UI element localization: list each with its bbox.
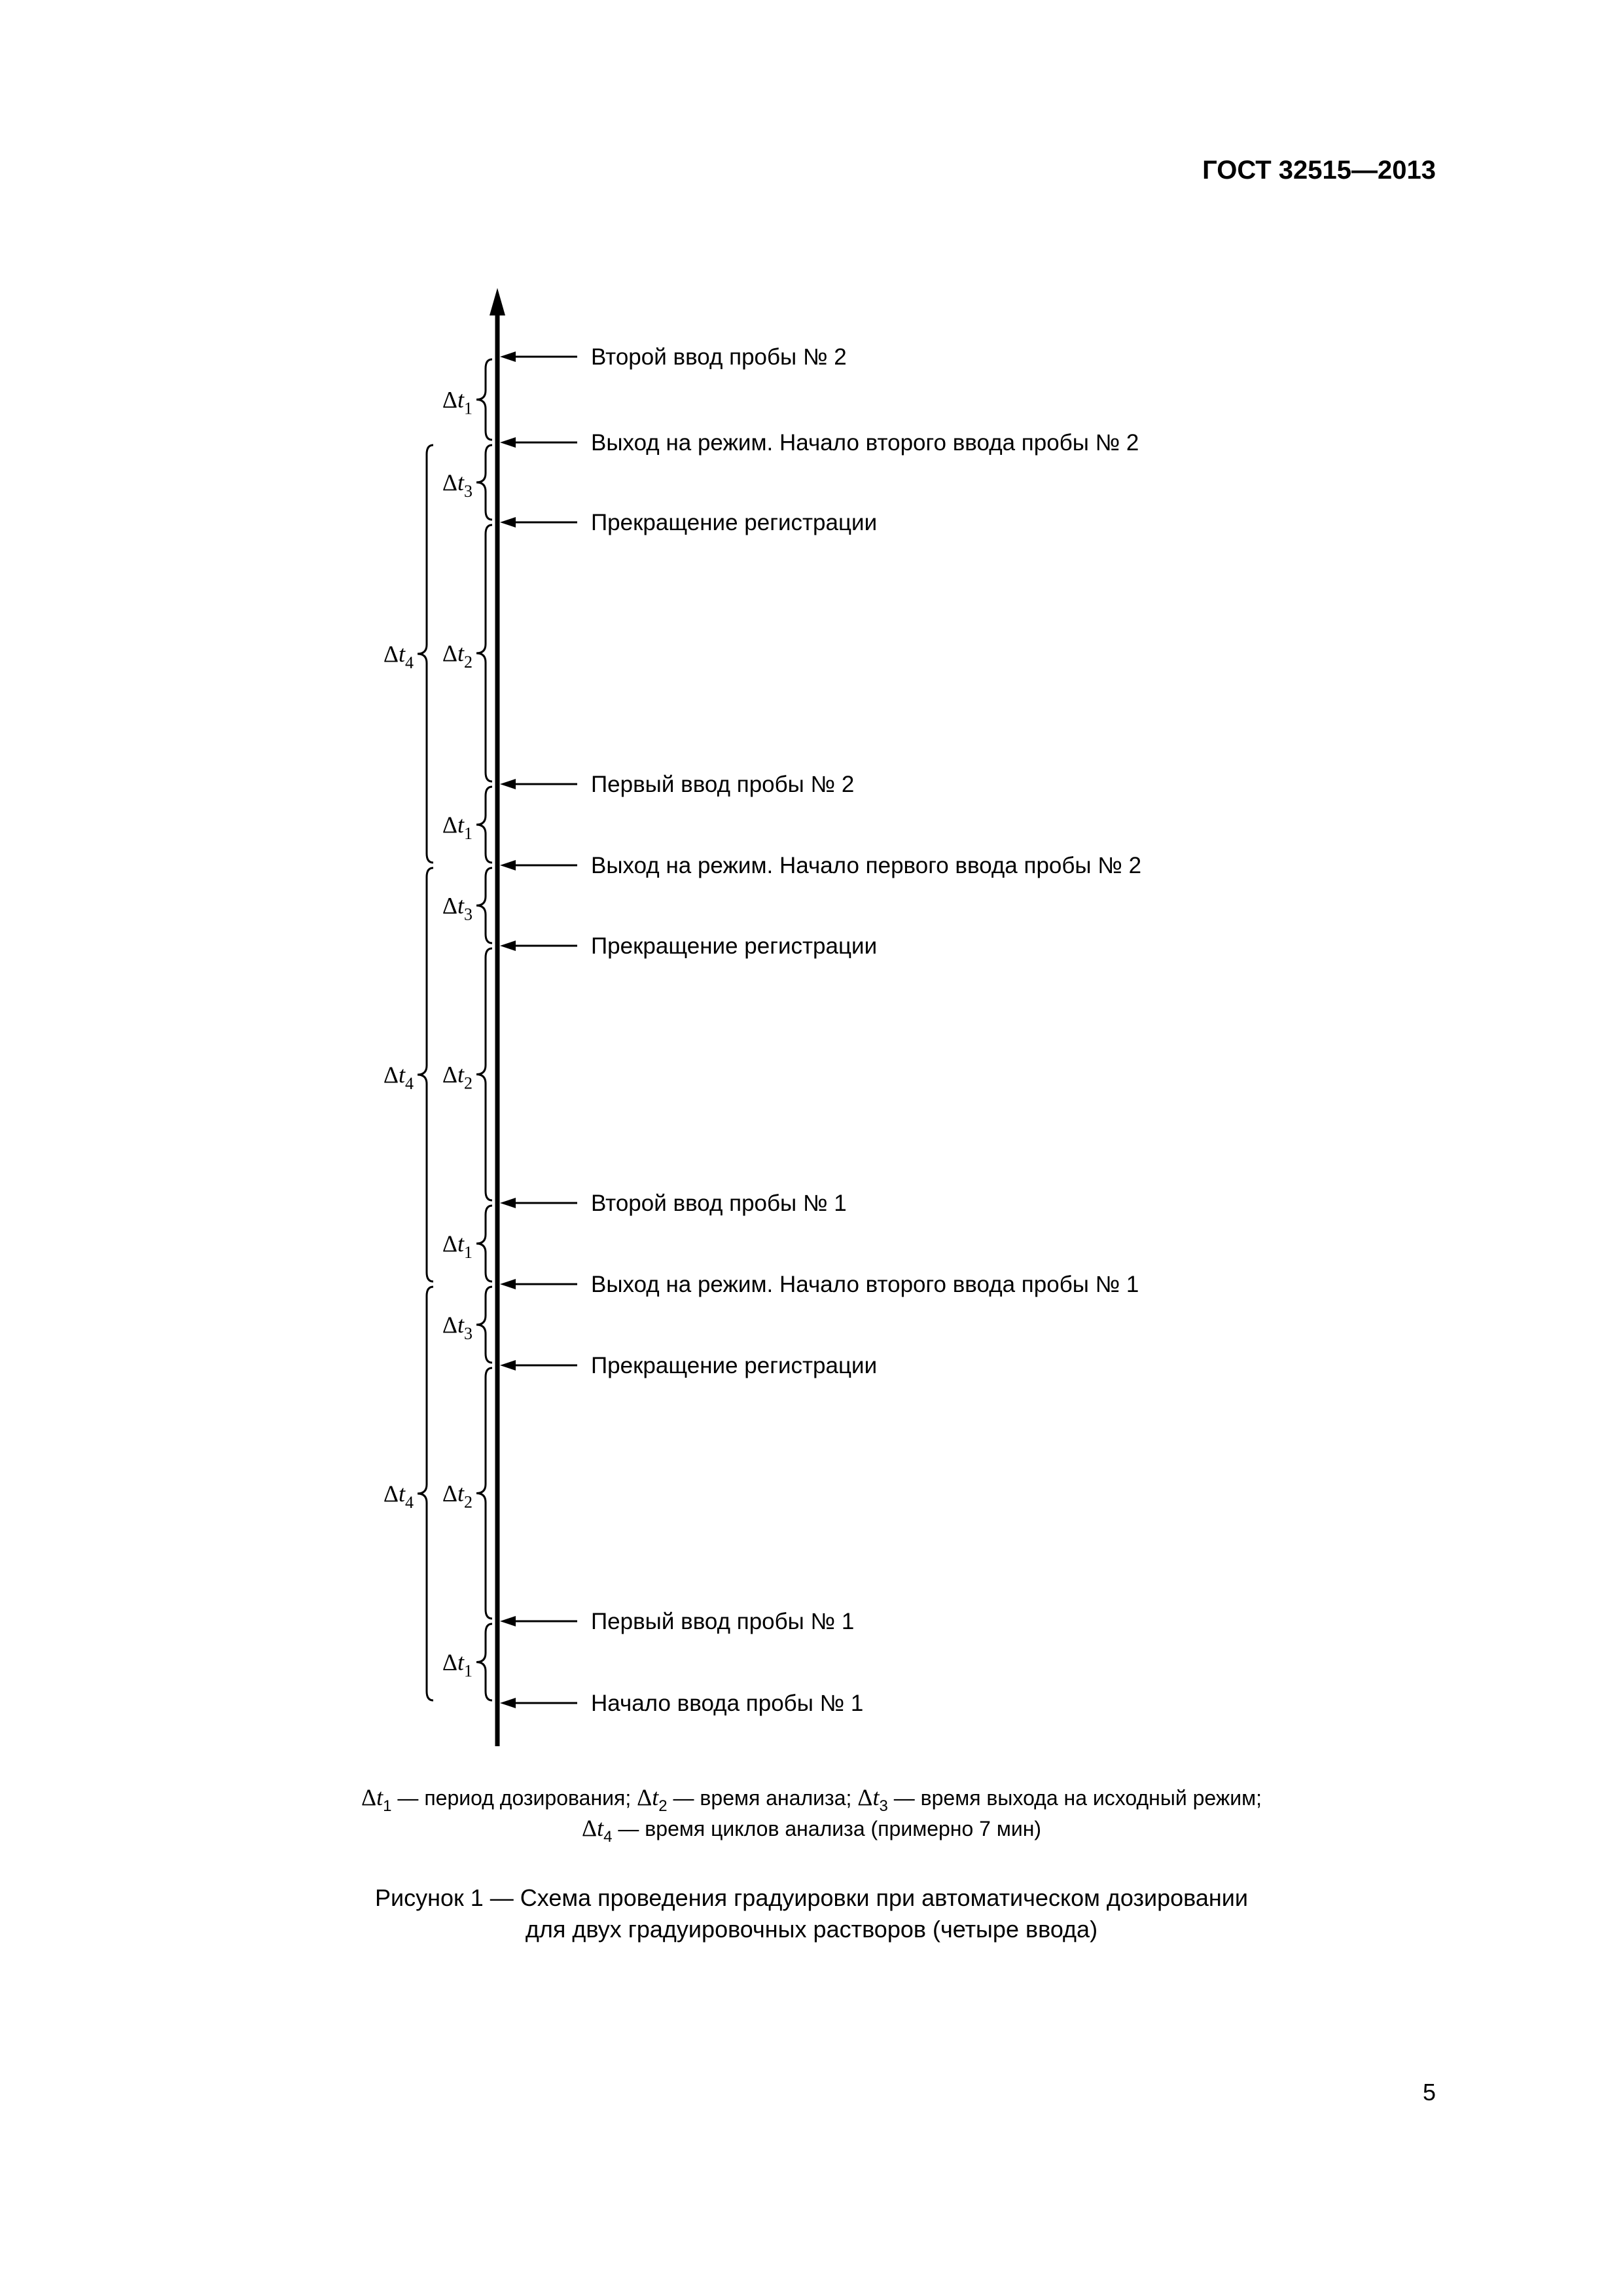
event-arrowhead bbox=[500, 1360, 516, 1371]
event-marker bbox=[500, 1191, 847, 1216]
curly-brace bbox=[476, 525, 492, 781]
event-arrowhead bbox=[500, 437, 516, 448]
outer-interval-brace bbox=[383, 868, 433, 1282]
curly-brace bbox=[476, 445, 492, 520]
figure-caption-line-1: Рисунок 1 — Схема проведения градуировки при автоматическом дозировании bbox=[374, 1884, 1248, 1911]
event-marker bbox=[500, 430, 1139, 456]
event-marker bbox=[500, 933, 877, 959]
event-arrowhead bbox=[500, 860, 516, 870]
event-label: Первый ввод пробы № 1 bbox=[591, 1609, 855, 1634]
curly-brace bbox=[476, 1287, 492, 1363]
event-label: Второй ввод пробы № 1 bbox=[591, 1191, 847, 1216]
inner-interval-brace bbox=[442, 1368, 492, 1619]
inner-interval-brace bbox=[442, 445, 492, 520]
curly-brace bbox=[418, 868, 433, 1282]
curly-brace bbox=[476, 868, 492, 943]
inner-interval-brace bbox=[442, 868, 492, 943]
delta-label: $\Delta t_1$ bbox=[442, 1649, 473, 1681]
event-label: Выход на режим. Начало первого ввода пробы № 2 bbox=[591, 853, 1142, 878]
event-marker bbox=[500, 510, 877, 535]
inner-interval-brace bbox=[442, 1624, 492, 1700]
interval-braces bbox=[383, 359, 492, 1700]
event-arrowhead bbox=[500, 941, 516, 951]
event-label: Выход на режим. Начало второго ввода пробы № 1 bbox=[591, 1272, 1139, 1297]
delta-label: $\Delta t_2$ bbox=[442, 640, 473, 672]
event-arrowhead bbox=[500, 779, 516, 789]
event-label: Второй ввод пробы № 2 bbox=[591, 344, 847, 370]
inner-interval-brace bbox=[442, 1287, 492, 1363]
event-arrowhead bbox=[500, 1198, 516, 1208]
delta-label: $\Delta t_4$ bbox=[383, 641, 414, 672]
event-marker bbox=[500, 344, 847, 370]
event-label: Первый ввод пробы № 2 bbox=[591, 772, 855, 797]
page-number: 5 bbox=[1422, 2079, 1436, 2106]
legend-line-2: $\Delta t_4$ — время циклов анализа (примерно 7 мин) bbox=[581, 1815, 1042, 1846]
delta-label: $\Delta t_1$ bbox=[442, 812, 473, 843]
delta-label: $\Delta t_3$ bbox=[442, 469, 473, 501]
curly-brace bbox=[476, 1206, 492, 1282]
curly-brace bbox=[418, 445, 433, 863]
curly-brace bbox=[476, 948, 492, 1200]
inner-interval-brace bbox=[442, 1206, 492, 1282]
inner-interval-brace bbox=[442, 525, 492, 781]
time-axis-arrowhead bbox=[490, 288, 505, 315]
curly-brace bbox=[476, 1368, 492, 1619]
curly-brace bbox=[476, 359, 492, 440]
inner-interval-brace bbox=[442, 787, 492, 863]
event-markers bbox=[500, 344, 1141, 1716]
legend bbox=[361, 1784, 1262, 1846]
event-arrowhead bbox=[500, 517, 516, 528]
event-marker bbox=[500, 1272, 1139, 1297]
outer-interval-brace bbox=[383, 1287, 433, 1700]
curly-brace bbox=[476, 1624, 492, 1700]
delta-label: $\Delta t_4$ bbox=[383, 1062, 414, 1093]
event-label: Прекращение регистрации bbox=[591, 1353, 878, 1378]
event-marker bbox=[500, 1353, 877, 1378]
event-marker bbox=[500, 1609, 854, 1634]
curly-brace bbox=[476, 787, 492, 863]
delta-label: $\Delta t_2$ bbox=[442, 1061, 473, 1093]
delta-label: $\Delta t_1$ bbox=[442, 386, 473, 418]
outer-interval-brace bbox=[383, 445, 433, 863]
delta-label: $\Delta t_3$ bbox=[442, 1312, 473, 1343]
figure-caption bbox=[0, 1882, 1623, 1945]
event-marker bbox=[500, 772, 854, 797]
delta-label: $\Delta t_2$ bbox=[442, 1480, 473, 1512]
event-arrowhead bbox=[500, 351, 516, 362]
legend-line-1: $\Delta t_1$ — период дозирования; $\Delta t_2$ — время анализа; $\Delta t_3$ — время выхода на исходный режим; bbox=[361, 1784, 1262, 1815]
inner-interval-brace bbox=[442, 948, 492, 1200]
event-marker bbox=[500, 1691, 863, 1716]
inner-interval-brace bbox=[442, 359, 492, 440]
delta-label: $\Delta t_4$ bbox=[383, 1480, 414, 1512]
event-arrowhead bbox=[500, 1616, 516, 1626]
delta-label: $\Delta t_1$ bbox=[442, 1230, 473, 1262]
event-label: Начало ввода пробы № 1 bbox=[591, 1691, 864, 1716]
event-label: Прекращение регистрации bbox=[591, 510, 878, 535]
event-label: Выход на режим. Начало второго ввода пробы № 2 bbox=[591, 430, 1139, 456]
event-label: Прекращение регистрации bbox=[591, 933, 878, 959]
time-axis bbox=[490, 288, 505, 1746]
curly-brace bbox=[418, 1287, 433, 1700]
event-marker bbox=[500, 853, 1141, 878]
event-arrowhead bbox=[500, 1698, 516, 1708]
figure-caption-line-2: для двух градуировочных растворов (четыре ввода) bbox=[525, 1916, 1098, 1943]
document-header: ГОСТ 32515—2013 bbox=[1202, 156, 1436, 185]
delta-label: $\Delta t_3$ bbox=[442, 892, 473, 924]
event-arrowhead bbox=[500, 1279, 516, 1289]
